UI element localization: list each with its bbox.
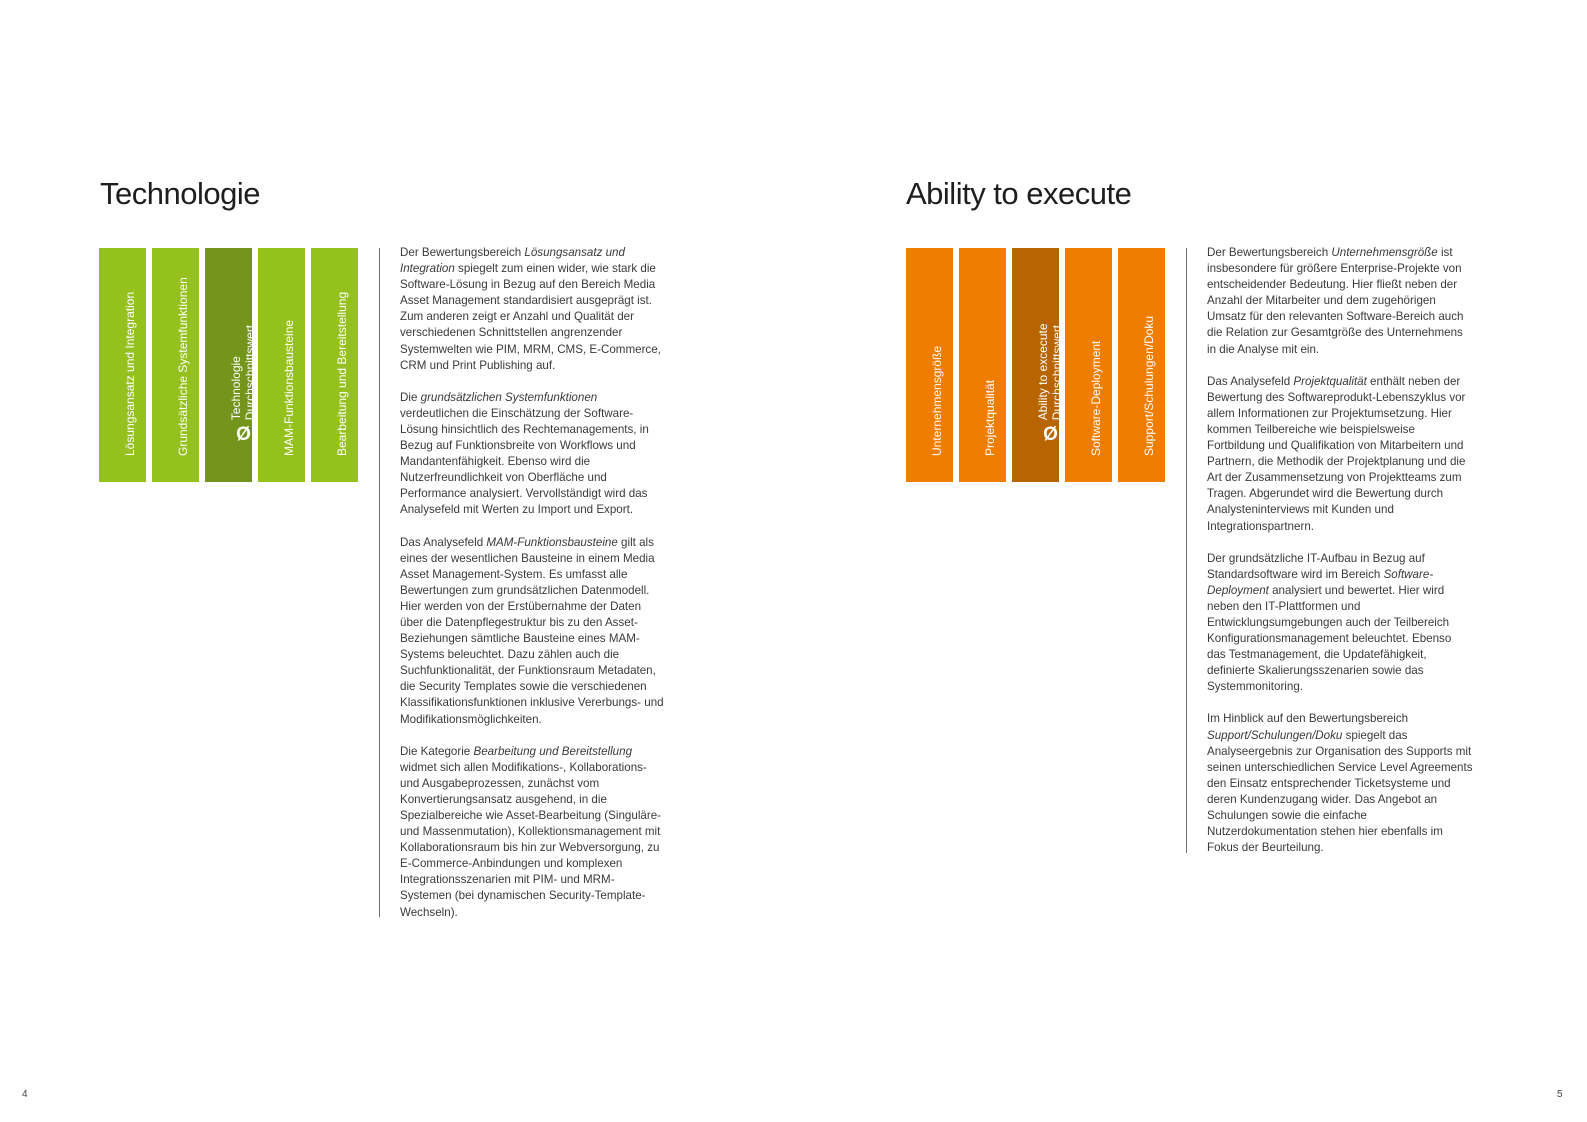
bar-label-line2: Durchschnittswert xyxy=(242,324,257,421)
page-title: Ability to execute xyxy=(906,176,1132,211)
paragraph: Der grundsätzliche IT-Aufbau in Bezug auf Standardsoftware wird im Bereich Software-Deployment analysiert und bewertet. Hier wird neben den IT-Plattformen und Entwicklungsumgebungen auch der Teilbereich Konfigurationsmanagement beleuchtet. Ebenso das Testmanagement, die Updatefähigkeit, definierte Skalierungsszenarien sowie das Systemmonitoring. xyxy=(1207,551,1452,694)
bar-label-line2: Durchschnittswert xyxy=(1049,324,1064,421)
category-bar xyxy=(152,248,199,482)
bar-label: Support/Schulungen/Doku xyxy=(1141,315,1156,456)
divider-line xyxy=(1186,248,1187,853)
bar-label: Lösungsansatz und Integration xyxy=(122,291,137,456)
bar-label: Bearbeitung und Bereitstellung xyxy=(334,291,349,456)
divider-line xyxy=(379,248,380,917)
bar-label: MAM-Funktionsbausteine xyxy=(281,319,296,456)
average-symbol: Ø xyxy=(235,424,250,446)
bar-label-line1: Technologie xyxy=(228,356,243,421)
category-bar xyxy=(99,248,146,482)
page-title: Technologie xyxy=(100,176,260,211)
category-bars xyxy=(99,248,358,482)
category-bar xyxy=(1118,248,1165,482)
page-number: 5 xyxy=(1557,1089,1563,1100)
bar-label: Software-Deployment xyxy=(1088,340,1103,456)
category-bar xyxy=(1065,248,1112,482)
category-bar xyxy=(258,248,305,482)
category-bar xyxy=(959,248,1006,482)
paragraph: Die Kategorie Bearbeitung und Bereitstellung widmet sich allen Modifikations-, Kollaborations- und Ausgabeprozessen, zunächst vom Konvertierungsansatz ausgehend, in die Spezialbereiche wie Asset-Bearbeitung (Singuläre- und Massenmutation), Kollektionsmanagement mit Kollaborationsraum bis hin zur Webversorgung, zu E-Commerce-Anbindungen und komplexen Integrationsszenarien mit PIM- und MRM-Systemen (bei dynamischen Security-Template-Wechseln). xyxy=(400,744,662,919)
average-bar xyxy=(205,248,257,482)
page-number: 4 xyxy=(22,1089,28,1100)
body-text xyxy=(1207,245,1473,872)
average-bar xyxy=(1012,248,1064,482)
category-bars xyxy=(906,248,1165,482)
left-page xyxy=(0,0,793,1122)
body-text xyxy=(400,245,665,937)
paragraph: Im Hinblick auf den Bewertungsbereich Support/Schulungen/Doku spiegelt das Analyseergebnis zur Organisation des Supports mit seinen unterschiedlichen Service Level Agreements den Einsatz entsprechender Ticketsysteme und deren Kundenzugang wider. Das Angebot an Schulungen sowie die einfache Nutzerdokumentation stehen hier ebenfalls im Fokus der Beurteilung. xyxy=(1207,712,1473,855)
paragraph: Das Analysefeld Projektqualität enthält neben der Bewertung des Softwareprodukt-Lebenszyklus vor allem Informationen zur Projektumsetzung. Hier kommen Teilbereiche wie beispielsweise Fortbildung und Qualifikation von Mitarbeitern und Partnern, die Methodik der Projektplanung und die Art der Zusammensetzung von Projektteams zum Tragen. Abgerundet wird die Bewertung durch Analysteninterviews mit Kunden und Integrationspartnern. xyxy=(1207,374,1466,533)
bar-label: Projektqualität xyxy=(982,379,997,456)
paragraph: Das Analysefeld MAM-Funktionsbausteine gilt als eines der wesentlichen Bausteine in einem Media Asset Management-System. Es umfasst alle Bewertungen zum grundsätzlichen Datenmodell. Hier werden von der Erstübernahme der Daten über die Datenpflegestruktur bis zu den Asset-Beziehungen sämtliche Bausteine eines MAM-Systems beleuchtet. Dazu zählen auch die Suchfunktionalität, der Funktionsraum Metadaten, die Security Templates sowie die verschiedenen Klassifikationsfunktionen inklusive Vererbungs- und Modifikationsmöglichkeiten. xyxy=(400,535,664,726)
average-symbol: Ø xyxy=(1042,424,1057,446)
paragraph: Der Bewertungsbereich Unternehmensgröße ist insbesondere für größere Enterprise-Projekte von entscheidender Bedeutung. Hier fließt neben der Anzahl der Mitarbeiter und dem zugehörigen Umsatz für den relevanten Software-Bereich auch die Relation zur Gesamtgröße des Unternehmens in die Analyse mit ein. xyxy=(1207,246,1464,356)
right-page xyxy=(794,0,1587,1122)
bar-label: Unternehmensgröße xyxy=(929,345,944,456)
category-bar xyxy=(906,248,953,482)
bar-label: Grundsätzliche Systemfunktionen xyxy=(175,277,190,456)
bar-label-line1: Ability to excecute xyxy=(1035,323,1050,421)
paragraph: Der Bewertungsbereich Lösungsansatz und Integration spiegelt zum einen wider, wie stark die Software-Lösung in Bezug auf den Bereich Media Asset Management standardisiert ausgeprägt ist. Zum anderen zeigt er Anzahl und Qualität der verschiedenen Schnittstellen angrenzender Systemwelten wie PIM, MRM, CMS, E-Commerce, CRM und Print Publishing auf. xyxy=(400,246,661,372)
category-bar xyxy=(311,248,358,482)
paragraph: Die grundsätzlichen Systemfunktionen verdeutlichen die Einschätzung der Software-Lösung hinsichtlich des Rechtemanagements, in Bezug auf Funktionsbreite von Workflows und Mandantenfähigkeit. Ebenso wird die Nutzerfreundlichkeit von Oberfläche und Performance analysiert. Vervollständigt wird das Analysefeld mit Werten zu Import und Export. xyxy=(400,390,649,517)
